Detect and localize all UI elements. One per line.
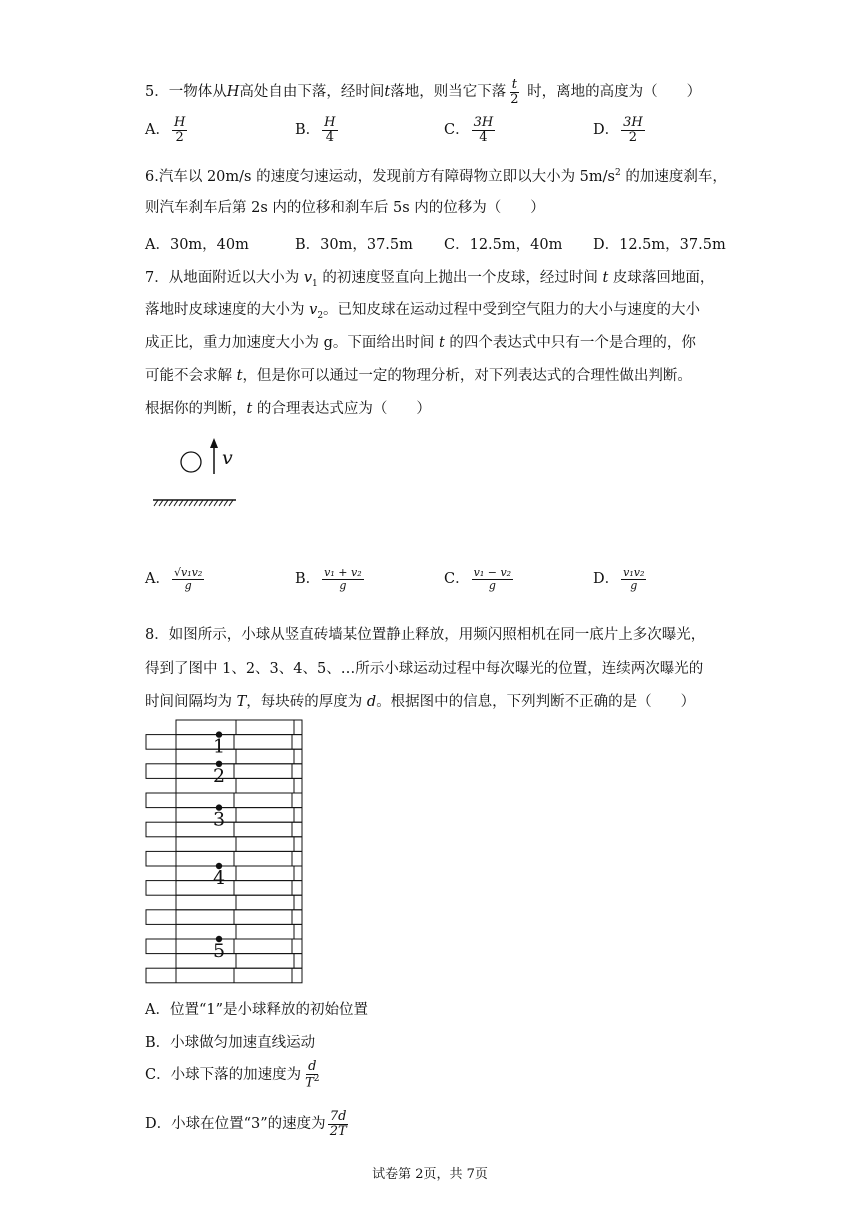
q5-option-d: D． $\frac{3H}{2}$: [593, 115, 643, 145]
velocity-arrow-head: [210, 438, 218, 448]
q6-option-a: A．30m，40m: [145, 237, 249, 253]
q7-line4: 可能不会求解 t，但是你可以通过一定的物理分析，对下列表达式的合理性做出判断。: [145, 368, 692, 384]
brick-row: [176, 924, 302, 939]
ball-position-label: 5: [213, 940, 226, 962]
brick-row: [176, 778, 302, 793]
page-footer: 试卷第 2页，共 7页: [372, 1167, 488, 1182]
q5-option-a: A． $\frac{H}{2}$: [145, 115, 186, 145]
brick-row: [176, 749, 302, 764]
q6-line2: 则汽车刹车后第 2s 内的位移和刹车后 5s 内的位移为（ ）: [145, 200, 545, 216]
q8-line1: 8．如图所示，小球从竖直砖墙某位置静止释放，用频闪照相机在同一底片上多次曝光，: [145, 627, 706, 643]
q7-option-d: D． $\frac{\text{v₁v₂}}{g}$: [593, 566, 645, 592]
q6-option-c: C．12.5m，40m: [444, 237, 563, 253]
q8-line2: 得到了图中 1、2、3、4、5、…所示小球运动过程中每次曝光的位置，连续两次曝光的: [145, 661, 704, 677]
brick-row: [176, 895, 302, 910]
velocity-label: v: [222, 447, 233, 469]
q5-option-c: C． $\frac{3H}{4}$: [444, 115, 494, 145]
ball-circle: [181, 452, 201, 472]
q7-line1: 7．从地面附近以大小为 $v_1$ 的初速度竖直向上抛出一个皮球，经过时间 t 皮球落回地面，: [145, 270, 715, 289]
q8-option-b: B．小球做匀加速直线运动: [145, 1035, 316, 1051]
q7-line3: 成正比，重力加速度大小为 g。下面给出时间 t 的四个表达式中只有一个是合理的，你: [145, 335, 696, 351]
brick-row: [146, 968, 302, 983]
brick-row: [146, 851, 302, 866]
q8-option-a: A．位置“1”是小球释放的初始位置: [145, 1002, 369, 1018]
q7-option-a: A． $\frac{\text{√v₁v₂}}{g}$: [145, 566, 203, 592]
q6-line1: 6.汽车以 20m/s 的速度匀速运动，发现前方有障碍物立即以大小为 $5m/s^2$ 的加速度刹车，: [145, 168, 727, 185]
q6-option-d: D．12.5m，37.5m: [593, 237, 726, 253]
q7-line2: 落地时皮球速度的大小为 $v_2$。已知皮球在运动过程中受到空气阻力的大小与速度的大小: [145, 302, 701, 321]
q8-option-c: C．小球下落的加速度为 $\frac{d}{T^2}$: [145, 1059, 320, 1090]
q5-stem: 5．一物体从H高处自由下落，经时间t落地，则当它下落 $\frac{t}{2}$ 时，离地的高度为（ ）: [145, 77, 702, 107]
q7-ball-figure: [150, 436, 250, 516]
ball-position-label: 2: [213, 764, 226, 787]
brick-wall-figure: [140, 716, 310, 991]
q8-option-d: D．小球在位置“3”的速度为 $\frac{7d}{2T}$: [145, 1109, 347, 1139]
q7-option-b: B． $\frac{\text{v₁ + v₂}}{g}$: [295, 566, 362, 592]
q8-line3: 时间间隔均为 T，每块砖的厚度为 d。根据图中的信息，下列判断不正确的是（ ）: [145, 694, 696, 710]
ball-position-label: 4: [213, 867, 226, 889]
brick-row: [176, 954, 302, 969]
brick-row: [176, 866, 302, 881]
ball-position-label: 1: [213, 735, 226, 758]
q5-option-b: B． $\frac{H}{4}$: [295, 115, 336, 145]
brick-row: [146, 793, 302, 808]
brick-row: [146, 910, 302, 925]
ball-position-label: 3: [213, 808, 226, 831]
ground-hatching: [154, 500, 233, 506]
q7-option-c: C． $\frac{\text{v₁ − v₂}}{g}$: [444, 566, 512, 592]
q6-option-b: B．30m，37.5m: [295, 237, 413, 253]
brick-row: [176, 808, 302, 823]
brick-row: [176, 720, 302, 735]
brick-row: [176, 837, 302, 852]
q7-line5: 根据你的判断，t 的合理表达式应为（ ）: [145, 401, 431, 417]
q5-frac: $\frac{t}{2}$: [510, 77, 519, 107]
